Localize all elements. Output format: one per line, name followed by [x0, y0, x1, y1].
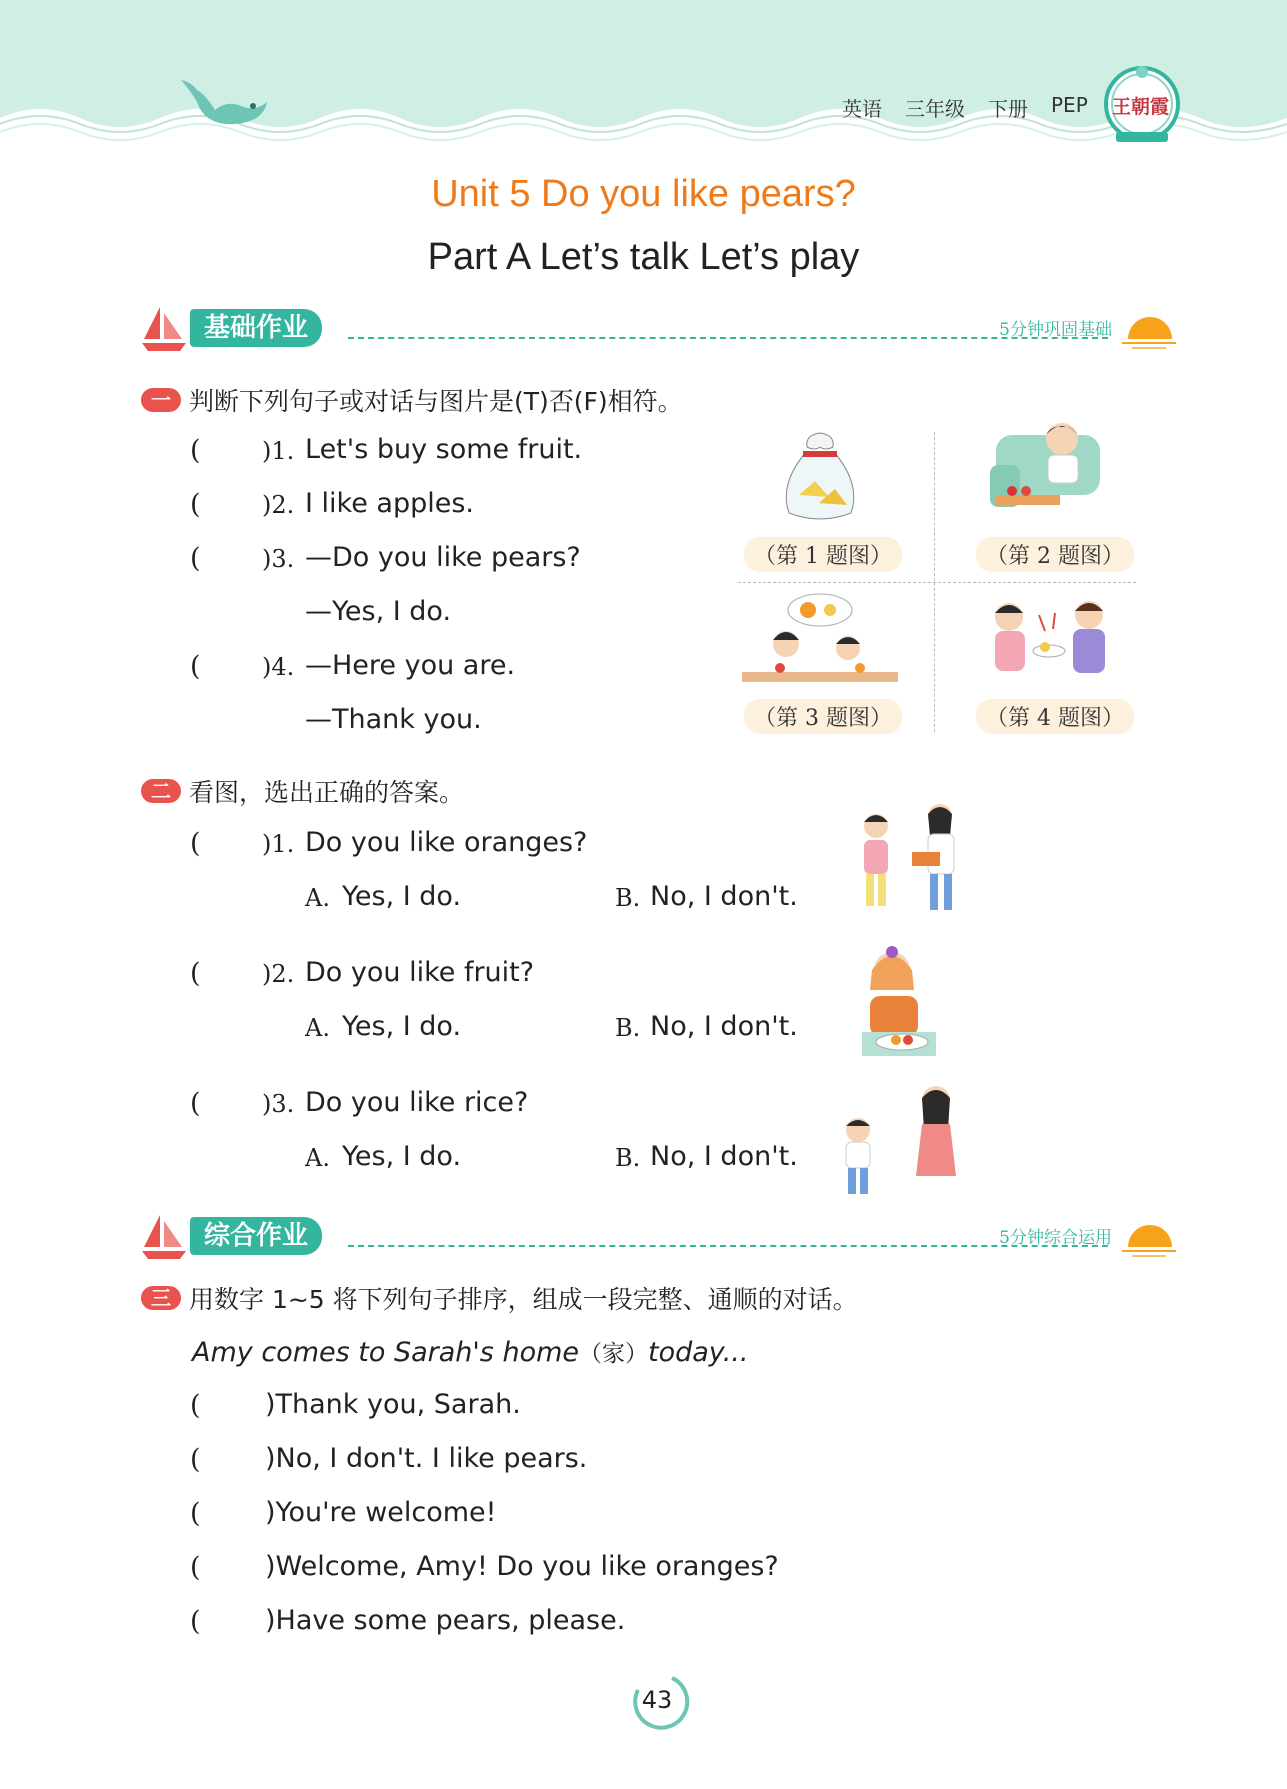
section-label-basic: 基础作业: [190, 309, 322, 347]
grid-divider-v: [934, 432, 935, 732]
answer-paren: (: [190, 435, 201, 466]
answer-paren: (: [190, 651, 201, 682]
dialogue-line: )You're welcome!: [265, 1497, 497, 1528]
part1-instruction: 判断下列句子或对话与图片是(T)否(F)相符。: [189, 387, 683, 416]
fruit-bag-picture: [775, 425, 865, 525]
whale-icon: [175, 72, 275, 132]
answer-paren: (: [190, 958, 201, 989]
option-b-text: No, I don't.: [650, 881, 798, 912]
part1-badge: 一: [141, 388, 181, 412]
item-number: )1.: [262, 830, 295, 858]
page-number: 43: [641, 1686, 673, 1714]
option-b-text: No, I don't.: [650, 1141, 798, 1172]
dialogue-line: )Welcome, Amy! Do you like oranges?: [265, 1551, 779, 1582]
answer-paren: (: [190, 828, 201, 859]
option-a-label: A.: [305, 884, 330, 912]
option-a-text: Yes, I do.: [342, 881, 462, 912]
part3-instruction: 用数字 1~5 将下列句子排序，组成一段完整、通顺的对话。: [189, 1285, 858, 1314]
dashed-divider: [348, 337, 1108, 339]
intro-gloss: （家）: [579, 1341, 649, 1367]
part-title: Part A Let’s talk Let’s play: [427, 236, 860, 278]
answer-paren: (: [190, 543, 201, 574]
item-number: )3.: [262, 1090, 295, 1118]
section-label-comprehensive: 综合作业: [190, 1217, 322, 1255]
kids-with-oranges-picture: [850, 800, 970, 920]
part3-badge: 三: [141, 1286, 181, 1310]
picture-caption: （第 2 题图）: [976, 537, 1134, 572]
sailboat-icon: [138, 303, 190, 353]
girls-at-table-picture: [740, 592, 900, 692]
section-note-basic: 5分钟巩固基础: [999, 320, 1112, 340]
section-note-comprehensive: 5分钟综合运用: [999, 1228, 1112, 1248]
part2-question: Do you like oranges?: [305, 827, 588, 858]
grade-label: 三年级: [905, 97, 965, 121]
answer-paren: (: [190, 1088, 201, 1119]
edition-label: PEP: [1051, 93, 1088, 117]
option-b-label: B.: [615, 1144, 641, 1172]
part1-sentence: —Here you are.: [305, 650, 516, 681]
sailboat-icon: [138, 1211, 190, 1261]
grid-divider-h: [738, 582, 1136, 583]
item-number: )4.: [262, 653, 295, 681]
answer-paren: (: [190, 1552, 201, 1583]
logo-text: 王朝霞: [1112, 96, 1170, 118]
part1-sentence: I like apples.: [305, 488, 475, 519]
handing-fruit-picture: [985, 595, 1115, 690]
part1-sentence: —Yes, I do.: [305, 596, 452, 627]
picture-caption: （第 3 题图）: [744, 699, 902, 734]
picture-caption: （第 1 题图）: [744, 537, 902, 572]
part1-sentence: Let's buy some fruit.: [305, 434, 583, 465]
dialogue-line: )No, I don't. I like pears.: [265, 1443, 588, 1474]
section-banner-comprehensive: [138, 1211, 1178, 1265]
item-number: )1.: [262, 437, 295, 465]
item-number: )2.: [262, 491, 295, 519]
answer-paren: (: [190, 1444, 201, 1475]
boy-and-girl-rice-picture: [840, 1080, 960, 1200]
answer-paren: (: [190, 1390, 201, 1421]
answer-paren: (: [190, 1498, 201, 1529]
option-b-label: B.: [615, 884, 641, 912]
sunset-icon: [1120, 1215, 1178, 1259]
brand-logo: [1102, 58, 1182, 146]
intro-text-end: today...: [648, 1337, 749, 1368]
sunset-icon: [1120, 307, 1178, 351]
part2-question: Do you like fruit?: [305, 957, 535, 988]
item-number: )3.: [262, 545, 295, 573]
volume-label: 下册: [988, 97, 1028, 121]
unit-title: Unit 5 Do you like pears?: [431, 173, 856, 215]
part2-question: Do you like rice?: [305, 1087, 529, 1118]
subject-label: 英语: [842, 97, 882, 121]
option-b-text: No, I don't.: [650, 1011, 798, 1042]
dialogue-line: )Have some pears, please.: [265, 1605, 626, 1636]
option-a-text: Yes, I do.: [342, 1011, 462, 1042]
part2-instruction: 看图，选出正确的答案。: [189, 778, 465, 807]
answer-paren: (: [190, 1606, 201, 1637]
part1-sentence: —Thank you.: [305, 704, 482, 735]
option-a-label: A.: [305, 1144, 330, 1172]
item-number: )2.: [262, 960, 295, 988]
girl-with-fruit-plate-picture: [862, 940, 936, 1060]
picture-caption: （第 4 题图）: [976, 699, 1134, 734]
option-a-label: A.: [305, 1014, 330, 1042]
intro-text: Amy comes to Sarah's home: [192, 1337, 580, 1368]
section-banner-basic: [138, 303, 1178, 357]
dialogue-line: )Thank you, Sarah.: [265, 1389, 521, 1420]
option-a-text: Yes, I do.: [342, 1141, 462, 1172]
dashed-divider: [348, 1245, 1108, 1247]
option-b-label: B.: [615, 1014, 641, 1042]
part2-badge: 二: [141, 779, 181, 803]
answer-paren: (: [190, 489, 201, 520]
part3-intro: [192, 1335, 748, 1368]
boy-on-sofa-picture: [990, 415, 1110, 525]
part1-sentence: —Do you like pears?: [305, 542, 581, 573]
header-band: [0, 0, 1287, 150]
